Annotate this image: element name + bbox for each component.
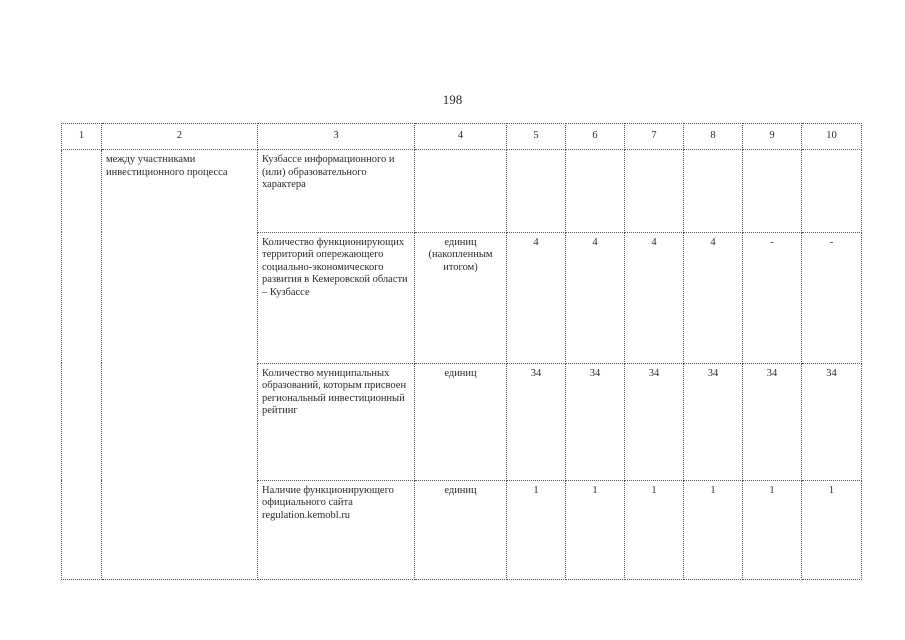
number-cell — [62, 150, 102, 580]
task-cell: между участниками инвестиционного процесса — [102, 150, 258, 580]
indicator-cell: Кузбассе информационного и (или) образовательного характера — [258, 150, 415, 232]
indicator-cell: Наличие функционирующего официального сайта regulation.kemobl.ru — [258, 480, 415, 579]
header-cell: 8 — [684, 124, 743, 150]
value-cell — [507, 150, 566, 232]
value-cell: 4 — [507, 232, 566, 363]
header-cell: 3 — [258, 124, 415, 150]
header-cell: 10 — [802, 124, 862, 150]
page-number: 198 — [442, 92, 463, 107]
indicator-cell: Количество муниципальных образований, которым присвоен региональный инвестиционный рейтинг — [258, 363, 415, 480]
value-cell: - — [743, 232, 802, 363]
header-cell: 5 — [507, 124, 566, 150]
unit-cell — [415, 150, 507, 232]
indicator-cell: Количество функционирующих территорий опережающего социально-экономического развития в Кемеровской области – Кузбассе — [258, 232, 415, 363]
value-cell — [566, 150, 625, 232]
unit-cell: единиц (накопленным итогом) — [415, 232, 507, 363]
header-cell: 7 — [625, 124, 684, 150]
value-cell: 1 — [743, 480, 802, 579]
header-row — [62, 124, 862, 150]
value-cell: 1 — [802, 480, 862, 579]
value-cell: 1 — [507, 480, 566, 579]
value-cell — [743, 150, 802, 232]
value-cell: 1 — [566, 480, 625, 579]
value-cell: 1 — [625, 480, 684, 579]
value-cell: 34 — [802, 363, 862, 480]
value-cell: 4 — [625, 232, 684, 363]
header-cell: 9 — [743, 124, 802, 150]
value-cell: 34 — [743, 363, 802, 480]
value-cell: 4 — [566, 232, 625, 363]
value-cell: 34 — [566, 363, 625, 480]
value-cell: 34 — [625, 363, 684, 480]
value-cell: 1 — [684, 480, 743, 579]
value-cell — [625, 150, 684, 232]
header-cell: 2 — [102, 124, 258, 150]
unit-cell: единиц — [415, 363, 507, 480]
header-cell: 4 — [415, 124, 507, 150]
value-cell: 4 — [684, 232, 743, 363]
value-cell — [684, 150, 743, 232]
value-cell — [802, 150, 862, 232]
unit-cell: единиц — [415, 480, 507, 579]
header-cell: 1 — [62, 124, 102, 150]
table-row — [62, 150, 862, 232]
value-cell: - — [802, 232, 862, 363]
value-cell: 34 — [684, 363, 743, 480]
header-cell: 6 — [566, 124, 625, 150]
value-cell: 34 — [507, 363, 566, 480]
indicators-table — [61, 123, 862, 580]
